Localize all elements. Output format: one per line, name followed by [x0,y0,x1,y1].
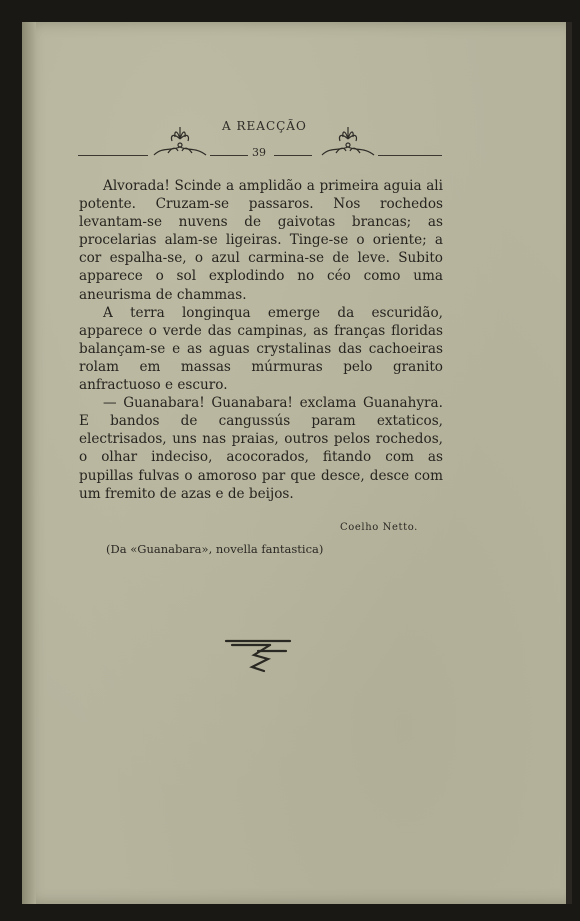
paragraph: Alvorada! Scinde a amplidão a primeira aguia ali potente. Cruzam-se passaros. Nos rochedos levantam-se nuvens de gaivotas brancas; as procelarias alam-se ligeiras. Tinge-se o oriente; a cor espalha-se, o azul carmina-se de leve. Subito apparece o sol explodindo no céo como uma aneurisma de chammas. [79,178,443,303]
header-rule-mid-right [274,155,312,156]
header-rule-left [78,155,148,156]
author-signature: Coelho Netto. [340,522,418,533]
paragraph: — Guanabara! Guanabara! exclama Guanahyra. E bandos de cangussús param extaticos, electrisados, uns nas praias, outros pelos rochedos, o olhar indeciso, acocorados, fitando com as pupillas fulvas o amoroso par que desce, desce com um fremito de azas e de beijos. [79,395,443,502]
header-rule-right [378,155,442,156]
source-note: (Da «Guanabara», novella fantastica) [106,542,324,556]
page-header [22,117,568,167]
book-page [22,22,568,904]
article-body [79,177,443,503]
fleuron-ornament-icon [150,125,210,159]
page-number: 39 [252,146,266,159]
paragraph: A terra longinqua emerge da escuridão, apparece o verde das campinas, as franças floridas balançam-se e as aguas crystalinas das cachoeiras rolam em massas múrmuras pelo granito anfractuoso e escuro. [79,304,443,394]
running-title: A REACÇÃO [222,119,307,133]
fleuron-ornament-icon [318,125,378,159]
end-flourish-icon [224,637,294,677]
header-rule-mid-left [210,155,248,156]
